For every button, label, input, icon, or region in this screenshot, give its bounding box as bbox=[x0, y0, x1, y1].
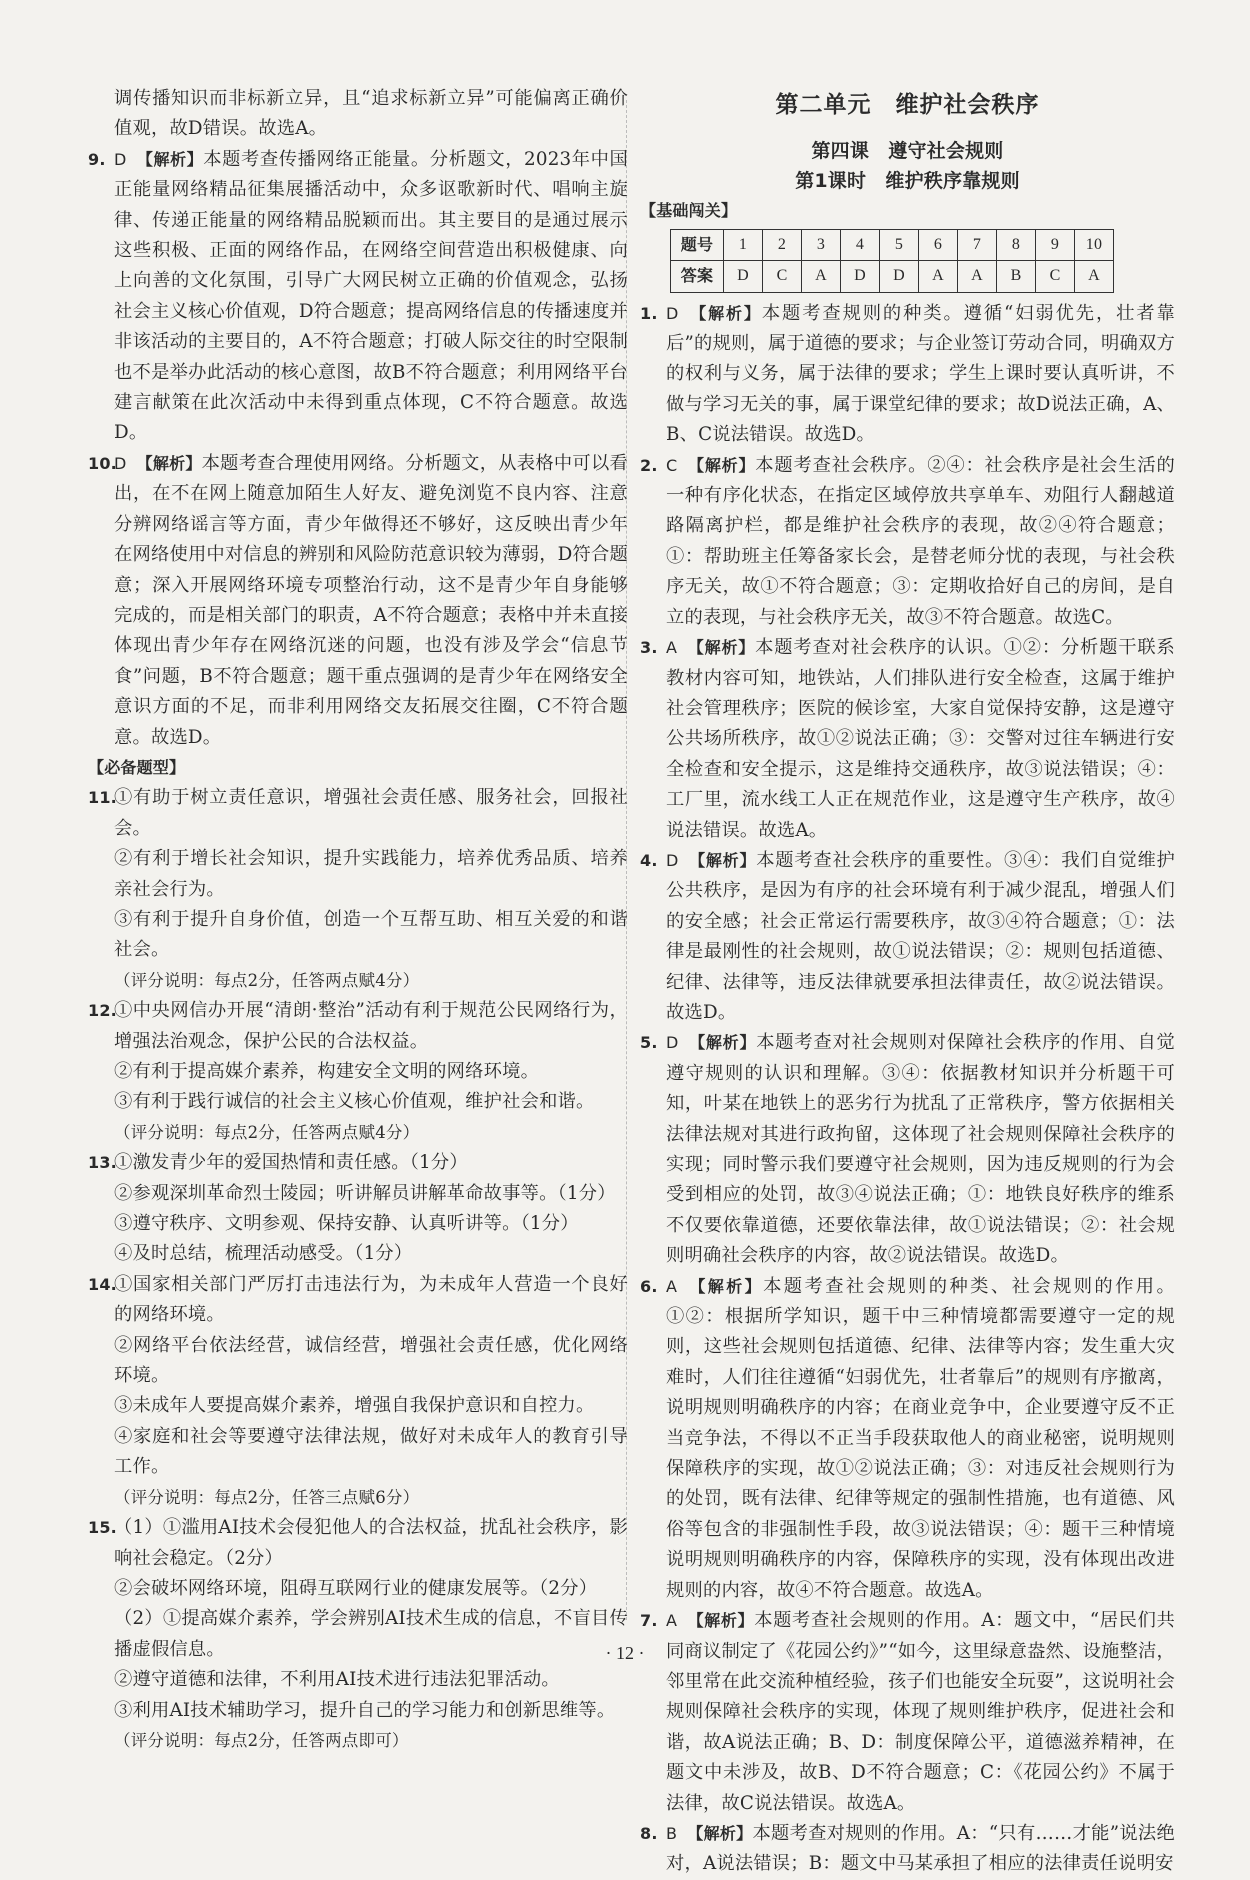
analysis-tag: 【解析】 bbox=[688, 303, 762, 323]
analysis-text: 本题考查规则的种类。遵循“妇弱优先，壮者靠后”的规则，属于道德的要求；与企业签订劳动合同，明确双方的权利与义务，属于法律的要求；学生上课时要认真听讲，不做与学习无关的事，属于课堂纪律的要求；故D说法正确，A、B、C说法错误。故选D。 bbox=[666, 302, 1176, 446]
analysis-tag: 【解析】 bbox=[688, 1033, 757, 1053]
page-number: · 12 · bbox=[605, 1643, 645, 1663]
answer-text: ①激发青少年的爱国热情和责任感。（1分） bbox=[114, 1152, 468, 1174]
analysis-text: 本题考查社会规则的作用。A：题文中，“居民们共同商议制定了《花园公约》”“如今，这里绿意盎然、设施整洁，邻里常在此交流种植经验，孩子们也能安全玩耍”，这说明社会规则保障社会秩序的实现，体现了规则维护秩序，促进社会和谐，故A说法正确；B、D：制度保障公平，道德滋养精神，在题文中未涉及，故B、D不符合题意；C：《花园公约》不属于法律，故C说法错误。故选A。 bbox=[666, 1610, 1175, 1814]
answer-line: ③遵守秩序、文明参观、保持安静、认真听讲等。（1分） bbox=[114, 1213, 579, 1235]
answer-line: ③未成年人要提高媒介素养，增强自我保护意识和自控力。 bbox=[114, 1395, 595, 1417]
answer-table bbox=[670, 229, 1114, 293]
answer-cell: B bbox=[997, 261, 1036, 292]
answer-letter: C bbox=[666, 455, 678, 475]
question-15 bbox=[88, 1513, 628, 1756]
answer-text: ①有助于树立责任意识，增强社会责任感、服务社会，回报社会。 bbox=[114, 787, 628, 839]
analysis-7 bbox=[640, 1606, 1175, 1819]
question-number: 15. bbox=[88, 1518, 117, 1538]
question-number-cell: 1 bbox=[724, 229, 763, 260]
intro-text: 调传播知识而非标新立异，且“追求标新立异”可能偏离正确价值观，故D错误。故选A。 bbox=[114, 88, 628, 140]
question-number-cell: 3 bbox=[802, 229, 841, 260]
question-number: 10. bbox=[88, 453, 117, 473]
answer-cell: A bbox=[802, 261, 841, 292]
analysis-text: 本题考查社会秩序。②④：社会秩序是社会生活的一种有序化状态，在指定区域停放共享单车、劝阻行人翻越道路隔离护栏，都是维护社会秩序的表现，故②④符合题意；①：帮助班主任筹备家长会，是替老师分忧的表现，与社会秩序无关，故①不符合题意；③：定期收拾好自己的房间，是自立的表现，与社会秩序无关，故③不符合题意。故选C。 bbox=[666, 454, 1175, 628]
analysis-text: 本题考查合理使用网络。分析题文，从表格中可以看出，在不在网上随意加陌生人好友、避免浏览不良内容、注意分辨网络谣言等方面，青少年做得还不够好，这反映出青少年在网络使用中对信息的辨别和风险防范意识较为薄弱，D符合题意；深入开展网络环境专项整治行动，这不是青少年自身能够完成的，而是相关部门的职责，A不符合题意；表格中并未直接体现出青少年存在网络沉迷的问题，也没有涉及学会“信息节食”问题，B不符合题意；题干重点强调的是青少年在网络安全意识方面的不足，而非利用网络交友拓展交往圈，C不符合题意。故选D。 bbox=[114, 452, 628, 748]
right-column bbox=[640, 84, 1175, 1880]
table-row-label: 答案 bbox=[671, 261, 724, 292]
section-required: 【必备题型】 bbox=[88, 757, 186, 777]
question-10 bbox=[88, 449, 628, 753]
answer-line bbox=[88, 1513, 628, 1574]
answer-text: ①中央网信办开展“清朗·整治”活动有利于规范公民网络行为，增强法治观念，保护公民的合法权益。 bbox=[114, 1000, 628, 1052]
analysis-tag: 【解析】 bbox=[687, 1276, 764, 1296]
analysis-4 bbox=[640, 846, 1175, 1028]
question-number: 1. bbox=[640, 303, 658, 323]
analysis-tag: 【解析】 bbox=[688, 850, 757, 870]
question-number: 2. bbox=[640, 455, 658, 475]
answer-cell: C bbox=[1036, 261, 1075, 292]
analysis-text: 本题考查对规则的作用。A：“只有……才能”说法绝对，A说法错误；B：题文中马某承担了相应的法律责任说明安 bbox=[666, 1822, 1175, 1875]
scoring-note: （评分说明：每点2分，任答两点即可） bbox=[114, 1730, 409, 1750]
answer-text: ①国家相关部门严厉打击违法行为，为未成年人营造一个良好的网络环境。 bbox=[114, 1273, 628, 1326]
answer-letter: A bbox=[666, 638, 678, 658]
analysis-1 bbox=[640, 299, 1175, 451]
answer-letter: B bbox=[666, 1823, 678, 1843]
answer-line bbox=[88, 1148, 628, 1178]
answer-cell: A bbox=[958, 261, 997, 292]
question-number: 8. bbox=[640, 1823, 658, 1843]
question-number: 12. bbox=[88, 1001, 117, 1021]
analysis-text: 本题考查对社会秩序的认识。①②：分析题干联系教材内容可知，地铁站，人们排队进行安全检查，这属于维护社会管理秩序；医院的候诊室，大家自觉保持安静，这是遵守公共场所秩序，故①②说法正确；③：交警对过往车辆进行安全检查和安全提示，这是维持交通秩序，故③说法错误；④：工厂里，流水线工人正在规范作业，这是遵守生产秩序，故④说法错误。故选A。 bbox=[666, 637, 1175, 841]
answer-letter: A bbox=[666, 1276, 678, 1296]
answer-text: （1）①滥用AI技术会侵犯他人的合法权益，扰乱社会秩序，影响社会稳定。（2分） bbox=[114, 1517, 628, 1569]
answer-line: ④家庭和社会等要遵守法律法规，做好对未成年人的教育引导工作。 bbox=[114, 1425, 628, 1478]
answer-letter: D bbox=[114, 149, 127, 169]
analysis-text: 本题考查社会秩序的重要性。③④：我们自觉维护公共秩序，是因为有序的社会环境有利于减少混乱，增强人们的安全感；社会正常运行需要秩序，故③④符合题意；①：法律是最刚性的社会规则，故①说法错误；②：规则包括道德、纪律、法律等，违反法律就要承担法律责任，故②说法错误。故选D。 bbox=[666, 849, 1175, 1023]
question-number-cell: 4 bbox=[841, 229, 880, 260]
answer-line bbox=[88, 1270, 628, 1331]
answer-line: ③利用AI技术辅助学习，提升自己的学习能力和创新思维等。 bbox=[114, 1699, 616, 1721]
question-number: 13. bbox=[88, 1153, 117, 1173]
question-number: 4. bbox=[640, 850, 658, 870]
answer-line bbox=[88, 996, 628, 1057]
answer-cell: D bbox=[724, 261, 763, 292]
analysis-tag: 【解析】 bbox=[687, 455, 756, 475]
answer-line: ④及时总结，梳理活动感受。（1分） bbox=[114, 1243, 413, 1265]
analysis-tag: 【解析】 bbox=[136, 149, 204, 169]
analysis-tag: 【解析】 bbox=[687, 1823, 753, 1843]
answer-line: ②遵守道德和法律，不利用AI技术进行违法犯罪活动。 bbox=[114, 1669, 560, 1691]
answer-line: ②网络平台依法经营，诚信经营，增强社会责任感，优化网络环境。 bbox=[114, 1334, 628, 1387]
answer-table-answer-row bbox=[671, 261, 1114, 292]
question-13 bbox=[88, 1148, 628, 1270]
answer-letter: A bbox=[666, 1611, 678, 1631]
section-basic: 【基础闯关】 bbox=[640, 201, 738, 221]
answer-line: ②有利于提高媒介素养，构建安全文明的网络环境。 bbox=[114, 1061, 540, 1082]
period-title: 第1课时 维护秩序靠规则 bbox=[795, 170, 1020, 193]
unit-title: 第二单元 维护社会秩序 bbox=[775, 92, 1040, 118]
answer-cell: D bbox=[880, 261, 919, 292]
lesson-title: 第四课 遵守社会规则 bbox=[811, 140, 1004, 163]
analysis-2 bbox=[640, 451, 1175, 633]
answer-line: ②参观深圳革命烈士陵园；听讲解员讲解革命故事等。（1分） bbox=[114, 1182, 616, 1204]
answer-cell: A bbox=[919, 261, 958, 292]
answer-letter: D bbox=[666, 303, 679, 323]
question-number-cell: 8 bbox=[997, 229, 1036, 260]
scoring-note: （评分说明：每点2分，任答两点赋4分） bbox=[114, 1122, 420, 1142]
question-11 bbox=[88, 783, 628, 996]
answer-line bbox=[88, 783, 628, 844]
analysis-tag: 【解析】 bbox=[136, 453, 202, 473]
question-number-cell: 2 bbox=[763, 229, 802, 260]
analysis-tag: 【解析】 bbox=[687, 638, 756, 658]
question-14 bbox=[88, 1270, 628, 1513]
answer-letter: D bbox=[114, 453, 127, 473]
answer-line: （2）①提高媒介素养，学会辨别AI技术生成的信息，不盲目传播虚假信息。 bbox=[114, 1608, 628, 1660]
answer-line: ③有利于提升自身价值，创造一个互帮互助、相互关爱的和谐社会。 bbox=[114, 908, 628, 961]
analysis-tag: 【解析】 bbox=[687, 1611, 755, 1631]
answer-letter: D bbox=[666, 850, 679, 870]
answer-line: ③有利于践行诚信的社会主义核心价值观，维护社会和谐。 bbox=[114, 1091, 595, 1113]
analysis-text: 本题考查对社会规则对保障社会秩序的作用、自觉遵守规则的认识和理解。③④：依据教材知识并分析题干可知，叶某在地铁上的恶劣行为扰乱了正常秩序，警方依据相关法律法规对其进行政拘留，这体现了社会规则保障社会秩序的实现；同时警示我们要遵守社会规则，因为违反规则的行为会受到相应的处罚，故③④说法正确；①：地铁良好秩序的维系不仅要依靠道德，还要依靠法律，故①说法错误；②：社会规则明确社会秩序的内容，故②说法错误。故选D。 bbox=[666, 1032, 1175, 1267]
question-number: 14. bbox=[88, 1274, 117, 1294]
analysis-5 bbox=[640, 1028, 1175, 1271]
table-row-label: 题号 bbox=[671, 229, 724, 260]
analysis-text: 本题考查社会规则的种类、社会规则的作用。①②：根据所学知识，题干中三种情境都需要遵守一定的规则，这些社会规则包括道德、纪律、法律等内容；发生重大灾难时，人们往往遵循“妇弱优先，壮者靠后”的规则有序撤离，说明规则明确秩序的内容；在商业竞争中，企业要遵守反不正当竞争法，不得以不正当手段获取他人的商业秘密，说明规则保障秩序的实现，故①②说法正确；③：对违反社会规则行为的处罚，既有法律、纪律等规定的强制性措施，也有道德、风俗等包含的非强制性手段，故③说法错误；④：题干三种情境说明规则明确秩序的内容，保障秩序的实现，没有体现出改进规则的内容，故④不符合题意。故选A。 bbox=[666, 1275, 1175, 1601]
question-number-cell: 6 bbox=[919, 229, 958, 260]
question-number: 11. bbox=[88, 788, 117, 808]
scoring-note: （评分说明：每点2分，任答两点赋4分） bbox=[114, 970, 420, 990]
answer-cell: A bbox=[1075, 261, 1114, 292]
question-9 bbox=[88, 145, 628, 449]
question-number-cell: 5 bbox=[880, 229, 919, 260]
analysis-3 bbox=[640, 633, 1175, 846]
question-number: 7. bbox=[640, 1611, 658, 1631]
left-column bbox=[88, 84, 628, 1756]
answer-line: ②会破坏网络环境，阻碍互联网行业的健康发展等。（2分） bbox=[114, 1577, 598, 1599]
answer-cell: D bbox=[841, 261, 880, 292]
question-number: 9. bbox=[88, 149, 106, 169]
analysis-8 bbox=[640, 1819, 1175, 1880]
question-number-cell: 10 bbox=[1075, 229, 1114, 260]
question-number: 6. bbox=[640, 1276, 658, 1296]
question-12 bbox=[88, 996, 628, 1148]
answer-letter: D bbox=[666, 1033, 679, 1053]
answer-table-header-row bbox=[671, 229, 1114, 260]
analysis-6 bbox=[640, 1272, 1175, 1606]
answer-line: ②有利于增长社会知识，提升实践能力，培养优秀品质、培养亲社会行为。 bbox=[114, 848, 628, 900]
question-number: 5. bbox=[640, 1033, 658, 1053]
question-number-cell: 9 bbox=[1036, 229, 1075, 260]
analysis-text: 本题考查传播网络正能量。分析题文，2023年中国正能量网络精品征集展播活动中，众多讴歌新时代、唱响主旋律、传递正能量的网络精品脱颖而出。其主要目的是通过展示这些积极、正面的网络作品，在网络空间营造出积极健康、向上向善的文化氛围，引导广大网民树立正确的价值观念，弘扬社会主义核心价值观，D符合题意；提高网络信息的传播速度并非该活动的主要目的，A不符合题意；打破人际交往的时空限制也不是举办此活动的核心意图，故B不符合题意；利用网络平台建言献策在此次活动中未得到重点体现，C不符合题意。故选D。 bbox=[114, 148, 628, 444]
answer-cell: C bbox=[763, 261, 802, 292]
question-number: 3. bbox=[640, 638, 658, 658]
question-number-cell: 7 bbox=[958, 229, 997, 260]
scoring-note: （评分说明：每点2分，任答三点赋6分） bbox=[114, 1487, 420, 1507]
